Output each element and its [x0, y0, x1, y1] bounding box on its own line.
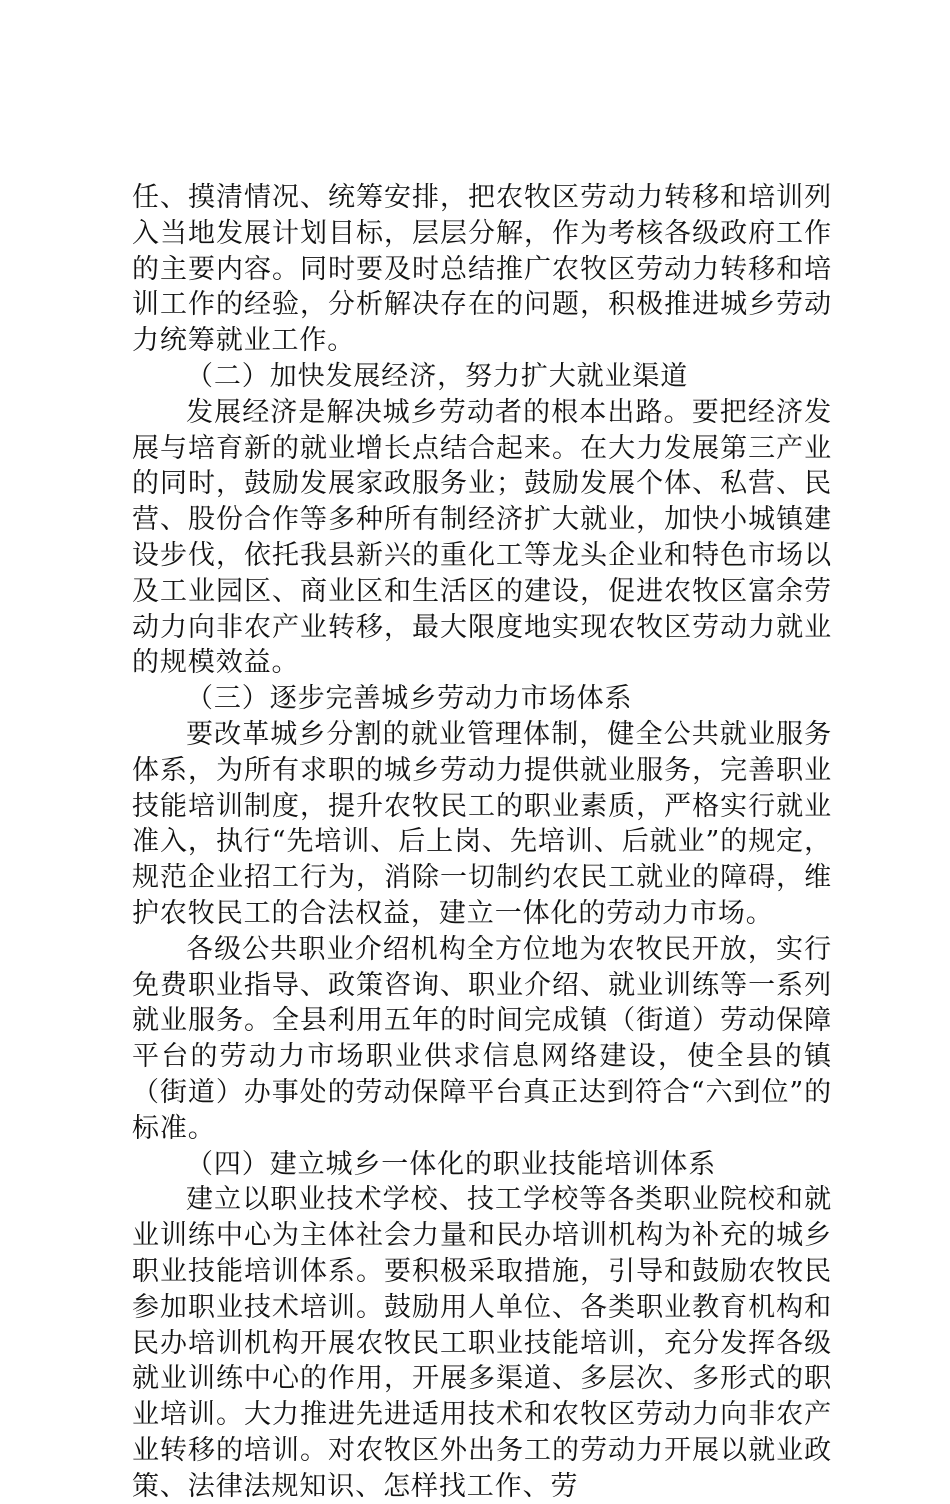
paragraph-employment-services: 各级公共职业介绍机构全方位地为农牧民开放，实行免费职业指导、政策咨询、职业介绍、就业训练等一系列就业服务。全县利用五年的时间完成镇（街道）劳动保障平台的劳动力市场职业供求信息网络建设，使全县的镇（街道）办事处的劳动保障平台真正达到符合“六到位”的标准。: [132, 933, 832, 1144]
paragraph-continuation: 任、摸清情况、统筹安排，把农牧区劳动力转移和培训列入当地发展计划目标，层层分解，作为考核各级政府工作的主要内容。同时要及时总结推广农牧区劳动力转移和培训工作的经验，分析解决存在的问题，积极推进城乡劳动力统筹就业工作。: [132, 182, 832, 357]
paragraph-economy: 发展经济是解决城乡劳动者的根本出路。要把经济发展与培育新的就业增长点结合起来。在大力发展第三产业的同时，鼓励发展家政服务业；鼓励发展个体、私营、民营、股份合作等多种所有制经济扩大就业，加快小城镇建设步伐，依托我县新兴的重化工等龙头企业和特色市场以及工业园区、商业区和生活区的建设，促进农牧区富余劳动力向非农产业转移，最大限度地实现农牧区劳动力就业的规模效益。: [132, 396, 832, 679]
document-page: [132, 180, 832, 1504]
paragraph-training-system: 建立以职业技术学校、技工学校等各类职业院校和就业训练中心为主体社会力量和民办培训机构为补充的城乡职业技能培训体系。要积极采取措施，引导和鼓励农牧民参加职业技术培训。鼓励用人单位、各类职业教育机构和民办培训机构开展农牧民工职业技能培训，充分发挥各级就业训练中心的作用，开展多渠道、多层次、多形式的职业培训。大力推进先进适用技术和农牧区劳动力向非农产业转移的培训。对农牧区外出务工的劳动力开展以就业政策、法律法规知识、怎样找工作、劳: [132, 1184, 832, 1502]
section-heading-4: （四）建立城乡一体化的职业技能培训体系: [186, 1148, 717, 1180]
paragraph-labor-market: 要改革城乡分割的就业管理体制，健全公共就业服务体系，为所有求职的城乡劳动力提供就业服务，完善职业技能培训制度，提升农牧民工的职业素质，严格实行就业准入，执行“先培训、后上岗、先培训、后就业”的规定，规范企业招工行为，消除一切制约农民工就业的障碍，维护农牧民工的合法权益，建立一体化的劳动力市场。: [132, 718, 832, 929]
section-heading-3: （三）逐步完善城乡劳动力市场体系: [186, 683, 633, 715]
section-heading-2: （二）加快发展经济，努力扩大就业渠道: [186, 360, 689, 392]
